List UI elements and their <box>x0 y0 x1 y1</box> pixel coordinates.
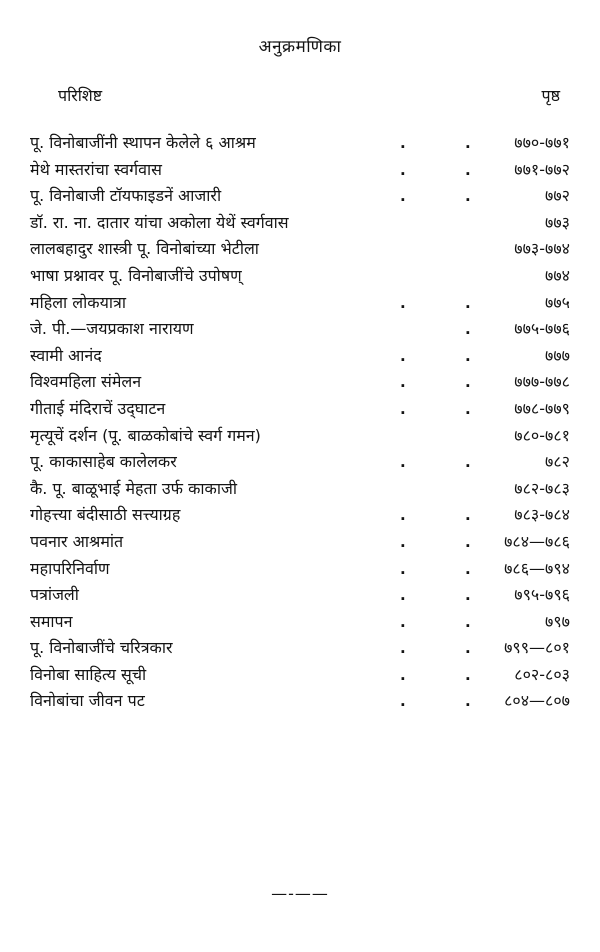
toc-entry <box>30 396 570 423</box>
leader-dot: . <box>465 160 471 179</box>
toc-entry-page: ७८६—७९४ <box>504 558 570 578</box>
toc-entry-page: ७७२ <box>545 186 570 206</box>
toc-entry-title: पू. काकासाहेब कालेलकर <box>30 452 177 472</box>
toc-entry-page: ७७७-७७८ <box>514 372 570 392</box>
toc-entry-title: गीताई मंदिराचें उद्‌घाटन <box>30 398 166 418</box>
leader-dot: . <box>400 506 406 525</box>
leader-dot: . <box>400 612 406 631</box>
column-heading-page: पृष्ठ <box>541 86 560 105</box>
leader-dot: . <box>465 399 471 418</box>
toc-entry <box>30 556 570 583</box>
toc-entry-title: कै. पू. बाळूभाई मेहता उर्फ काकाजी <box>30 478 237 498</box>
toc-entry-title: पू. विनोबाजी टॉयफाइडनें आजारी <box>30 186 222 206</box>
toc-entry-page: ७७५ <box>545 292 570 312</box>
toc-entry-title: स्वामी आनंद <box>30 345 102 365</box>
toc-entry-title: मृत्यूचें दर्शन (पू. बाळकोबांचे स्वर्ग गमन) <box>30 425 261 445</box>
leader-dot: . <box>400 453 406 472</box>
toc-entry-title: महिला लोकयात्रा <box>30 292 126 312</box>
toc-entry <box>30 529 570 556</box>
toc-entry-title: पत्रांजली <box>30 585 79 605</box>
toc-entry-page: ७७७ <box>545 345 570 365</box>
toc-entry <box>30 263 570 290</box>
toc-entry-page: ७९७ <box>545 611 570 631</box>
toc-entry-page: ७७५-७७६ <box>514 319 570 339</box>
leader-dot: . <box>400 160 406 179</box>
toc-entry <box>30 476 570 503</box>
leader-dot: . <box>400 586 406 605</box>
toc-entry <box>30 688 570 715</box>
leader-dot: . <box>465 346 471 365</box>
toc-entry-title: डॉ. रा. ना. दातार यांचा अकोला येथें स्वर्गवास <box>30 212 289 232</box>
leader-dot: . <box>465 612 471 631</box>
leader-dot: . <box>400 187 406 206</box>
leader-dot: . <box>465 187 471 206</box>
leader-dot: . <box>400 559 406 578</box>
toc-entry <box>30 236 570 263</box>
toc-entry <box>30 582 570 609</box>
toc-entry-page: ७८२-७८३ <box>514 478 570 498</box>
toc-entry <box>30 316 570 343</box>
leader-dot: . <box>465 373 471 392</box>
toc-entry-page: ८०२-८०३ <box>514 664 570 684</box>
leader-dot: . <box>400 692 406 711</box>
toc-entry <box>30 635 570 662</box>
toc-entry-title: लालबहादुर शास्त्री पू. विनोबांच्या भेटीला <box>30 239 259 259</box>
leader-dot: . <box>400 665 406 684</box>
toc-entry-title: जे. पी.—जयप्रकाश नारायण <box>30 319 194 339</box>
toc-entry <box>30 662 570 689</box>
toc-entry-page: ७७१-७७२ <box>514 159 570 179</box>
toc-entry-title: विश्वमहिला संमेलन <box>30 372 142 392</box>
toc-entry-title: भाषा प्रश्नावर पू. विनोबाजींचे उपोषण् <box>30 265 242 285</box>
leader-dot: . <box>465 639 471 658</box>
toc-entry-page: ७७४ <box>545 265 570 285</box>
toc-entry-title: पवनार आश्रमांत <box>30 531 124 551</box>
toc-entry <box>30 449 570 476</box>
toc-entry <box>30 343 570 370</box>
toc-entry-page: ७८४—७८६ <box>504 531 570 551</box>
leader-dot: . <box>465 586 471 605</box>
toc-entry-title: गोहत्त्या बंदीसाठी सत्त्याग्रह <box>30 505 181 525</box>
leader-dot: . <box>465 506 471 525</box>
leader-dot: . <box>400 639 406 658</box>
page-title: अनुक्रमणिका <box>258 37 342 57</box>
toc-entry-page: ७७३-७७४ <box>514 239 570 259</box>
leader-dot: . <box>465 532 471 551</box>
toc-entry-page: ७७०-७७१ <box>514 133 570 152</box>
leader-dot: . <box>400 134 406 152</box>
table-of-contents <box>30 130 570 715</box>
leader-dot: . <box>400 373 406 392</box>
leader-dot: . <box>400 399 406 418</box>
toc-entry <box>30 609 570 636</box>
toc-entry <box>30 502 570 529</box>
toc-entry <box>30 183 570 210</box>
toc-entry-page: ८०४—८०७ <box>504 691 570 711</box>
leader-dot: . <box>465 134 471 152</box>
toc-entry-title: पू. विनोबाजींनी स्थापन केलेले ६ आश्रम <box>30 133 256 152</box>
leader-dot: . <box>400 346 406 365</box>
leader-dot: . <box>465 665 471 684</box>
column-heading-appendix: परिशिष्ट <box>58 86 103 105</box>
toc-entry-page: ७८३-७८४ <box>514 505 570 525</box>
toc-entry-title: समापन <box>30 611 73 631</box>
toc-entry-page: ७७८-७७९ <box>514 398 570 418</box>
toc-entry <box>30 130 570 157</box>
toc-entry-page: ७८२ <box>545 452 570 472</box>
toc-entry-page: ७७३ <box>545 212 570 232</box>
leader-dot: . <box>465 453 471 472</box>
leader-dot: . <box>465 559 471 578</box>
toc-entry-title: मेथे मास्तरांचा स्वर्गवास <box>30 159 162 179</box>
toc-entry <box>30 157 570 184</box>
leader-dot: . <box>400 293 406 312</box>
leader-dot: . <box>465 692 471 711</box>
toc-entry-title: महापरिनिर्वाण <box>30 558 110 578</box>
closing-rule: —-—— <box>271 884 329 903</box>
leader-dot: . <box>465 293 471 312</box>
toc-entry-title: विनोबांचा जीवन पट <box>30 691 145 711</box>
toc-entry-page: ७९९—८०१ <box>504 638 570 658</box>
toc-entry <box>30 210 570 237</box>
toc-entry-title: विनोबा साहित्य सूची <box>30 664 147 684</box>
toc-entry-title: पू. विनोबाजींचे चरित्रकार <box>30 638 173 658</box>
toc-entry-page: ७८०-७८१ <box>514 425 570 445</box>
toc-entry <box>30 423 570 450</box>
leader-dot: . <box>400 532 406 551</box>
toc-entry <box>30 290 570 317</box>
leader-dot: . <box>465 320 471 339</box>
toc-entry <box>30 369 570 396</box>
toc-entry-page: ७९५-७९६ <box>514 585 570 605</box>
